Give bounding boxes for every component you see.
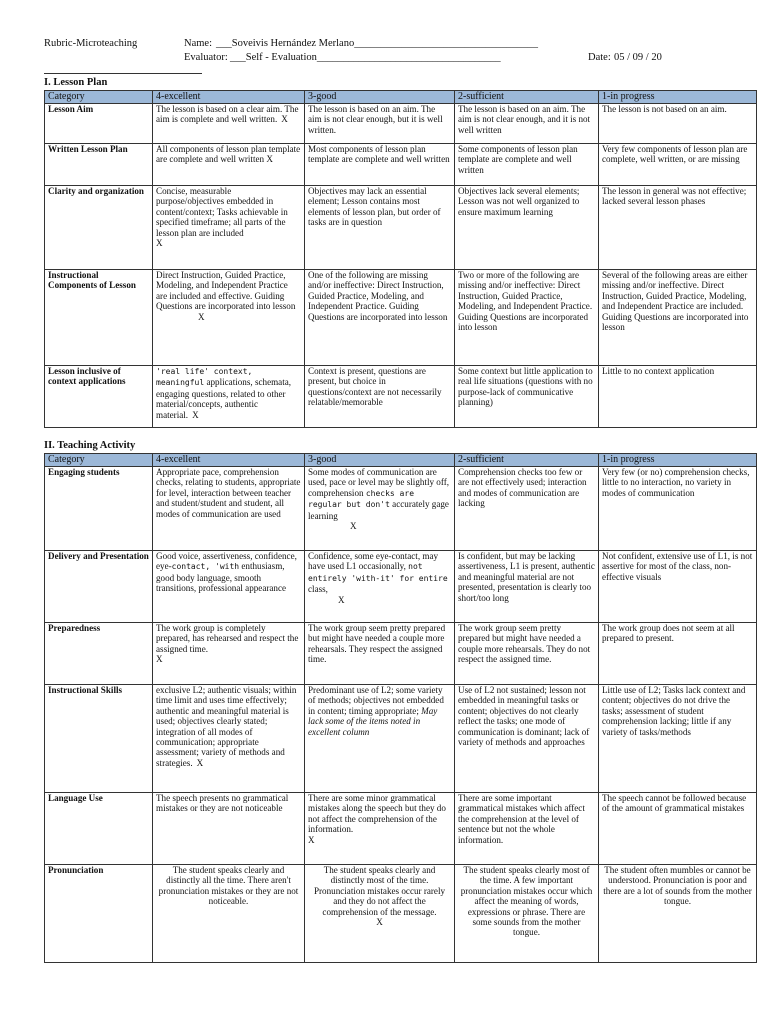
good-cell: There are some minor grammatical mistakes along the speech but they do not affect the comprehension of the information. X bbox=[305, 793, 455, 865]
date-value: 05 / 09 / 20 bbox=[614, 52, 662, 63]
selection-mark: X bbox=[281, 114, 288, 125]
sufficient-cell: Some components of lesson plan template are complete and well written bbox=[455, 144, 599, 186]
selection-mark: X bbox=[308, 834, 315, 845]
handwritten-note: not entirely 'with-it' for entire bbox=[308, 562, 448, 583]
category-cell: Written Lesson Plan bbox=[45, 144, 153, 186]
excellent-cell: exclusive L2; authentic visuals; within time limit and uses time effectively; authentic and meaningful material is used; objectives clearly stated; integration of all modes of communication; appropriate assessment; variety of methods and strategies. X bbox=[153, 685, 305, 793]
good-cell: The student speaks clearly and distinctly most of the time. Pronunciation mistakes occur rarely and they do not affect the comprehension of the message. X bbox=[305, 865, 455, 963]
col-header-sufficient: 2-sufficient bbox=[455, 91, 599, 104]
table-header-row bbox=[45, 91, 757, 104]
selection-mark: X bbox=[192, 409, 199, 420]
selection-mark: X bbox=[156, 238, 163, 249]
progress-cell: Not confident, extensive use of L1, is not assertive for most of the class, non-effective visuals bbox=[599, 551, 757, 623]
table-row bbox=[45, 793, 757, 865]
section-title-teaching-activity: II. Teaching Activity bbox=[44, 440, 136, 451]
progress-cell: The speech cannot be followed because of the amount of grammatical mistakes bbox=[599, 793, 757, 865]
col-header-progress: 1-in progress bbox=[599, 454, 757, 467]
good-cell: Confidence, some eye-contact, may have used L1 occasionally, not entirely 'with-it' for entire class, X bbox=[305, 551, 455, 623]
good-cell: The work group seem pretty prepared but might have needed a couple more rehearsals. They respect the assigned time. bbox=[305, 623, 455, 685]
category-cell: Pronunciation bbox=[45, 865, 153, 963]
category-cell: Instructional Skills bbox=[45, 685, 153, 793]
table-row bbox=[45, 623, 757, 685]
teaching-activity-table bbox=[44, 453, 757, 963]
category-cell: Clarity and organization bbox=[45, 186, 153, 270]
table-row bbox=[45, 144, 757, 186]
progress-cell: The lesson is not based on an aim. bbox=[599, 104, 757, 144]
good-cell: Some modes of communication are used, pace or level may be slightly off, comprehension checks are regular but don't accurately gage learning X bbox=[305, 467, 455, 551]
evaluator-value: ___Self - Evaluation___________________________________ bbox=[230, 52, 501, 63]
sufficient-cell: Is confident, but may be lacking assertiveness, L1 is present, authentic and meaningful material are not presented, presentation is clearly too short/too long bbox=[455, 551, 599, 623]
excellent-cell: The lesson is based on a clear aim. The aim is complete and well written. X bbox=[153, 104, 305, 144]
category-cell: Lesson Aim bbox=[45, 104, 153, 144]
good-cell: One of the following are missing and/or ineffective: Direct Instruction, Guided Practice, Modeling, and Independent Practice. Guiding Questions are incorporated into lesson bbox=[305, 270, 455, 366]
excellent-cell: 'real life' context, meaningful applications, schemata, engaging questions, related to other material/concepts, authentic material. X bbox=[153, 366, 305, 428]
sufficient-cell: There are some important grammatical mistakes which affect the comprehension at the level of sentence but not the whole information. bbox=[455, 793, 599, 865]
table-row bbox=[45, 186, 757, 270]
excellent-cell: Concise, measurable purpose/objectives embedded in content/context; Tasks achievable in specified timeframe; all parts of the lesson plan are included X bbox=[153, 186, 305, 270]
italic-note: May lack some of the items noted in excellent column bbox=[308, 705, 438, 737]
table-row bbox=[45, 104, 757, 144]
table-row bbox=[45, 366, 757, 428]
sufficient-cell: Use of L2 not sustained; lesson not embedded in meaningful tasks or content; objectives do not clearly reflect the tasks; one mode of communication is dominant; lack of variety of methods and approaches bbox=[455, 685, 599, 793]
handwritten-note: checks are regular but don't bbox=[308, 488, 415, 510]
progress-cell: Little use of L2; Tasks lack context and content; objectives do not drive the tasks; assessment of student comprehension lacking; little if any variety of tasks/methods bbox=[599, 685, 757, 793]
table-row bbox=[45, 270, 757, 366]
category-cell: Engaging students bbox=[45, 467, 153, 551]
sufficient-cell: Objectives lack several elements; Lesson was not well organized to ensure maximum learning bbox=[455, 186, 599, 270]
name-value: ___Soveivis Hernández Merlano___________________________________ bbox=[216, 38, 538, 49]
selection-mark: X bbox=[376, 917, 383, 928]
progress-cell: The work group does not seem at all prepared to present. bbox=[599, 623, 757, 685]
excellent-cell: Good voice, assertiveness, confidence, eye-contact, 'with enthusiasm, good body language, smooth transitions, professional appearance bbox=[153, 551, 305, 623]
excellent-cell: The student speaks clearly and distinctly all the time. There aren't pronunciation mistakes or they are not noticeable. bbox=[153, 865, 305, 963]
category-cell: Instructional Components of Lesson bbox=[45, 270, 153, 366]
sufficient-cell: Two or more of the following are missing and/or ineffective: Direct Instruction, Guided Practice, Modeling, and Independent Practice. Guiding Questions are incorporated into lesson bbox=[455, 270, 599, 366]
date-label: Date: bbox=[588, 52, 611, 63]
excellent-cell: All components of lesson plan template are complete and well written X bbox=[153, 144, 305, 186]
progress-cell: Very few (or no) comprehension checks, little to no interaction, no variety in modes of communication bbox=[599, 467, 757, 551]
col-header-progress: 1-in progress bbox=[599, 91, 757, 104]
handwritten-note: contact, 'with bbox=[171, 562, 240, 572]
table-row bbox=[45, 551, 757, 623]
name-label: Name: bbox=[184, 38, 212, 49]
sufficient-cell: The student speaks clearly most of the time. A few important pronunciation mistakes occur which affect the meaning of words, expressions or phrase. There are some sounds from the mother tongue. bbox=[455, 865, 599, 963]
category-cell: Lesson inclusive of context applications bbox=[45, 366, 153, 428]
handwritten-note: 'real life' context, meaningful bbox=[156, 367, 253, 388]
category-cell: Delivery and Presentation bbox=[45, 551, 153, 623]
doc-title: Rubric-Microteaching bbox=[44, 38, 138, 49]
section-title-lesson-plan: I. Lesson Plan bbox=[44, 77, 108, 88]
sufficient-cell: Comprehension checks too few or are not effectively used; interaction and modes of communication are lacking bbox=[455, 467, 599, 551]
good-cell: Predominant use of L2; some variety of methods; objectives not embedded in content; timing appropriate; May lack some of the items noted in excellent column bbox=[305, 685, 455, 793]
evaluator-label: Evaluator: bbox=[184, 52, 228, 63]
progress-cell: Several of the following areas are either missing and/or ineffective. Direct Instruction, Guided Practice, Modeling, and Independent Practice are included. Guiding Questions are incorporated into lesson bbox=[599, 270, 757, 366]
col-header-category: Category bbox=[45, 91, 153, 104]
category-cell: Preparedness bbox=[45, 623, 153, 685]
table-header-row bbox=[45, 454, 757, 467]
lesson-plan-table bbox=[44, 90, 757, 428]
col-header-excellent: 4-excellent bbox=[153, 454, 305, 467]
sufficient-cell: Some context but little application to real life situations (questions with no purpose-lack of communicative planning) bbox=[455, 366, 599, 428]
selection-mark: X bbox=[196, 757, 204, 768]
col-header-good: 3-good bbox=[305, 454, 455, 467]
col-header-good: 3-good bbox=[305, 91, 455, 104]
excellent-cell: The work group is completely prepared, has rehearsed and respect the assigned time. X bbox=[153, 623, 305, 685]
good-cell: The lesson is based on an aim. The aim is not clear enough, but it is well written. bbox=[305, 104, 455, 144]
col-header-category: Category bbox=[45, 454, 153, 467]
selection-mark: X bbox=[198, 311, 205, 322]
sufficient-cell: The lesson is based on an aim. The aim is not clear enough, and it is not well written bbox=[455, 104, 599, 144]
progress-cell: Very few components of lesson plan are complete, well written, or are missing bbox=[599, 144, 757, 186]
excellent-cell: Appropriate pace, comprehension checks, relating to students, appropriate for level, interaction between teacher and student/student and student, all modes of communication are used bbox=[153, 467, 305, 551]
table-row bbox=[45, 685, 757, 793]
selection-mark: X bbox=[338, 594, 345, 605]
col-header-sufficient: 2-sufficient bbox=[455, 454, 599, 467]
selection-mark: X bbox=[350, 521, 357, 532]
header-divider bbox=[44, 73, 202, 74]
progress-cell: The student often mumbles or cannot be understood. Pronunciation is poor and there are a lot of sounds from the mother tongue. bbox=[599, 865, 757, 963]
excellent-cell: Direct Instruction, Guided Practice, Modeling, and Independent Practice are included and effective. Guiding Questions are incorporated into lesson X bbox=[153, 270, 305, 366]
table-row bbox=[45, 865, 757, 963]
progress-cell: Little to no context application bbox=[599, 366, 757, 428]
category-cell: Language Use bbox=[45, 793, 153, 865]
selection-mark: X bbox=[156, 654, 163, 665]
progress-cell: The lesson in general was not effective; lacked several lesson phases bbox=[599, 186, 757, 270]
table-row bbox=[45, 467, 757, 551]
good-cell: Objectives may lack an essential element; Lesson contains most elements of lesson plan, but order of tasks are in question bbox=[305, 186, 455, 270]
good-cell: Context is present, questions are present, but choice in questions/context are not necessarily relatable/memorable bbox=[305, 366, 455, 428]
col-header-excellent: 4-excellent bbox=[153, 91, 305, 104]
excellent-cell: The speech presents no grammatical mistakes or they are not noticeable bbox=[153, 793, 305, 865]
sufficient-cell: The work group seem pretty prepared but might have needed a couple more rehearsals. They do not respect the assigned time. bbox=[455, 623, 599, 685]
good-cell: Most components of lesson plan template are complete and well written bbox=[305, 144, 455, 186]
